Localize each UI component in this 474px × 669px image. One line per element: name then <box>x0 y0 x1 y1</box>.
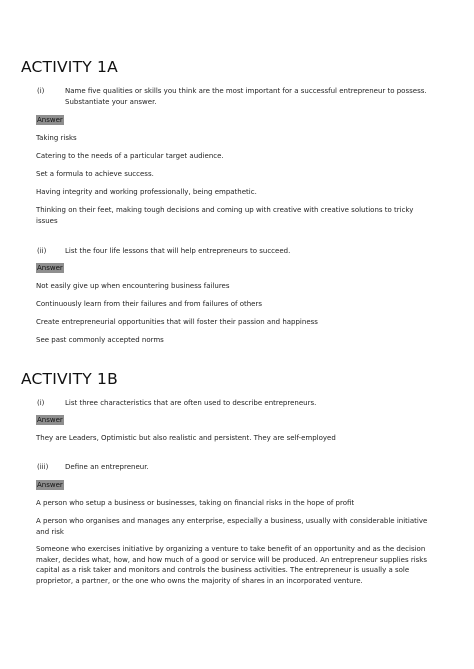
question-text: Define an entrepreneur. <box>65 463 149 471</box>
question-number: (ii) <box>37 247 47 255</box>
answer-line: Thinking on their feet, making tough decisions and coming up with creative with creative solutions to tricky issues <box>36 206 414 225</box>
answer-line: See past commonly accepted norms <box>36 336 164 344</box>
answer-label: Answer <box>37 116 63 124</box>
answer-line: A person who organises and manages any enterprise, especially a business, usually with considerable initiative and risk <box>36 517 428 536</box>
answer-line: Continuously learn from their failures and from failures of others <box>36 300 262 308</box>
answer-line: They are Leaders, Optimistic but also realistic and persistent. They are self-employed <box>36 434 336 442</box>
answer-paragraph: Someone who exercises initiative by organizing a venture to take benefit of an opportunity and as the decision maker, decides what, how, and how much of a good or service will be produced. An entrepreneur supplies risks capital as a risk taker and monitors and controls the business activities. The entrepreneur is usually a sole proprietor, a partner, or the one who owns the majority of shares in an incorporated venture. <box>36 545 428 585</box>
activity-1b-heading: ACTIVITY 1B <box>21 370 118 388</box>
answer-line: Set a formula to achieve success. <box>36 170 154 178</box>
answer-line: A person who setup a business or businesses, taking on financial risks in the hope of profit <box>36 499 355 507</box>
answer-line: Having integrity and working professionally, being empathetic. <box>36 188 257 196</box>
question-text: List the four life lessons that will help entrepreneurs to succeed. <box>65 247 291 255</box>
activity-1a-heading: ACTIVITY 1A <box>21 58 118 76</box>
question-number: (i) <box>37 87 45 95</box>
answer-label: Answer <box>37 264 63 272</box>
answer-line: Taking risks <box>36 134 77 142</box>
answer-label: Answer <box>37 481 63 489</box>
question-text: List three characteristics that are often used to describe entrepreneurs. <box>65 399 317 407</box>
answer-line: Catering to the needs of a particular target audience. <box>36 152 224 160</box>
answer-label: Answer <box>37 416 63 424</box>
question-text: Name five qualities or skills you think are the most important for a successful entrepreneur to possess. Substantiate your answer. <box>65 87 427 106</box>
question-number: (i) <box>37 399 45 407</box>
answer-line: Not easily give up when encountering business failures <box>36 282 230 290</box>
question-number: (iii) <box>37 463 49 471</box>
answer-line: Create entrepreneurial opportunities that will foster their passion and happiness <box>36 318 318 326</box>
